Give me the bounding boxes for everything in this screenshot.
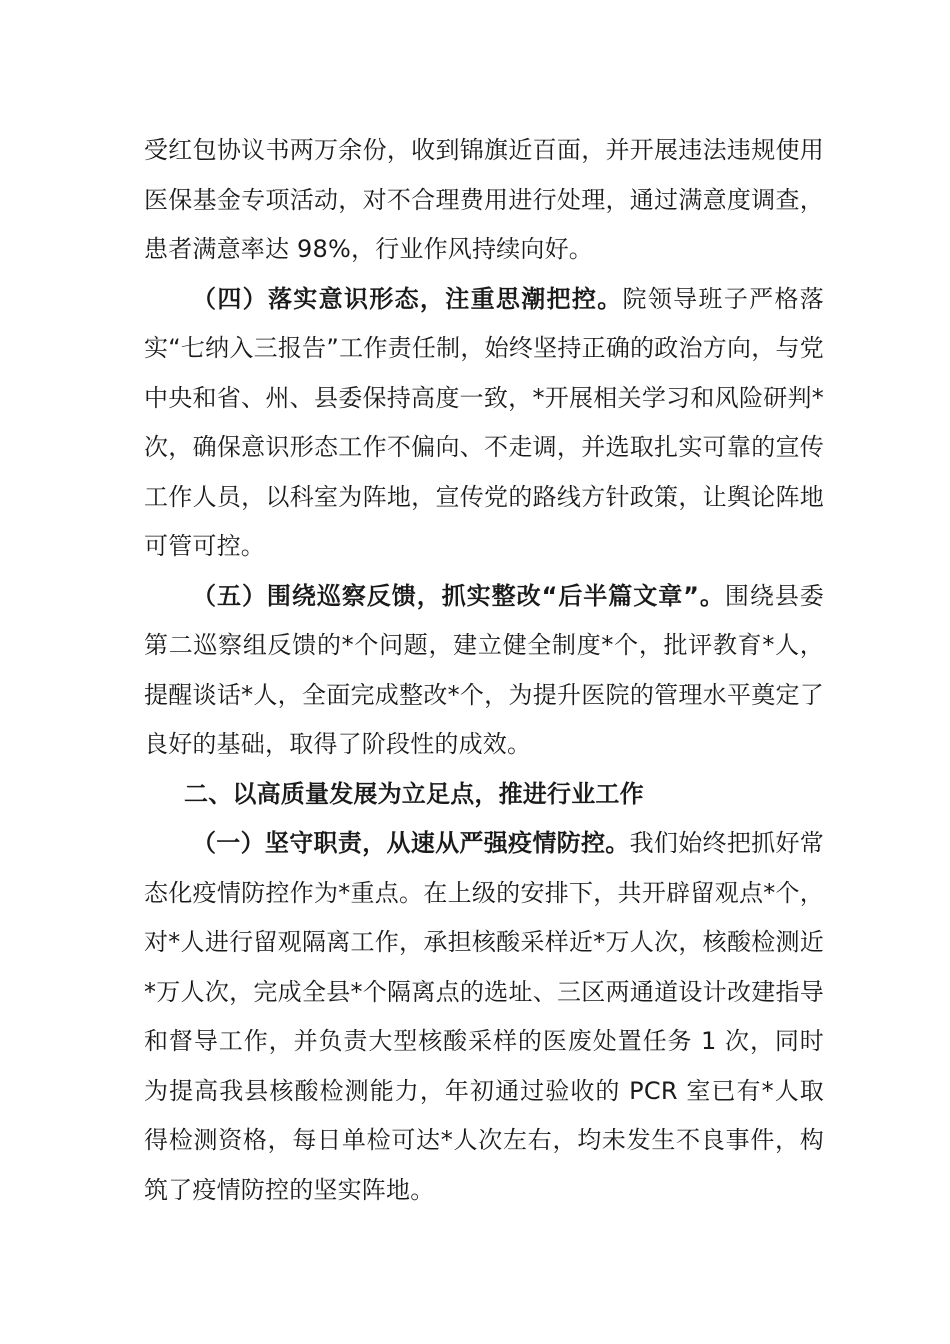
section-five-heading: （五）围绕巡察反馈，抓实整改“后半篇文章”。 — [192, 581, 725, 610]
paragraph-text: 院领导班子严格落实“七纳入三报告”工作责任制，始终坚持正确的政治方向，与党中央和省、州、县委保持高度一致，*开展相关学习和风险研判*次，确保意识形态工作不偏向、不走调，并选取扎实可靠的宣传工作人员，以科室为阵地，宣传党的路线方针政策，让舆论阵地可管可控。 — [144, 284, 824, 560]
section-four-heading: （四）落实意识形态，注重思潮把控。 — [192, 284, 623, 313]
paragraph-continuation — [144, 126, 824, 275]
paragraph-section-four — [144, 275, 824, 572]
chapter-two-heading: 二、以高质量发展为立足点，推进行业工作 — [184, 779, 644, 808]
section-one-heading: （一）坚守职责，从速从严强疫情防控。 — [192, 829, 630, 857]
document-body — [144, 126, 824, 1215]
paragraph-text: 受红包协议书两万余份，收到锦旗近百面，并开展违法违规使用医保基金专项活动，对不合理费用进行处理，通过满意度调查，患者满意率达 98%，行业作风持续向好。 — [144, 136, 824, 263]
paragraph-text: 围绕县委第二巡察组反馈的*个问题，建立健全制度*个，批评教育*人，提醒谈话*人，全面完成整改*个，为提升医院的管理水平奠定了良好的基础，取得了阶段性的成效。 — [144, 581, 824, 758]
paragraph-section-one — [144, 819, 824, 1215]
paragraph-section-five — [144, 572, 824, 770]
paragraph-text: 我们始终把抓好常态化疫情防控作为*重点。在上级的安排下，共开辟留观点*个，对*人进行留观隔离工作，承担核酸采样近*万人次，核酸检测近*万人次，完成全县*个隔离点的选址、三区两通道设计改建指导和督导工作，并负责大型核酸采样的医废处置任务 1 次，同时为提高我县核酸检测能力，年初通过验收的 PCR 室已有*人取得检测资格，每日单检可达*人次左右，均未发生不良事件，构筑了疫情防控的坚实阵地。 — [144, 829, 824, 1204]
